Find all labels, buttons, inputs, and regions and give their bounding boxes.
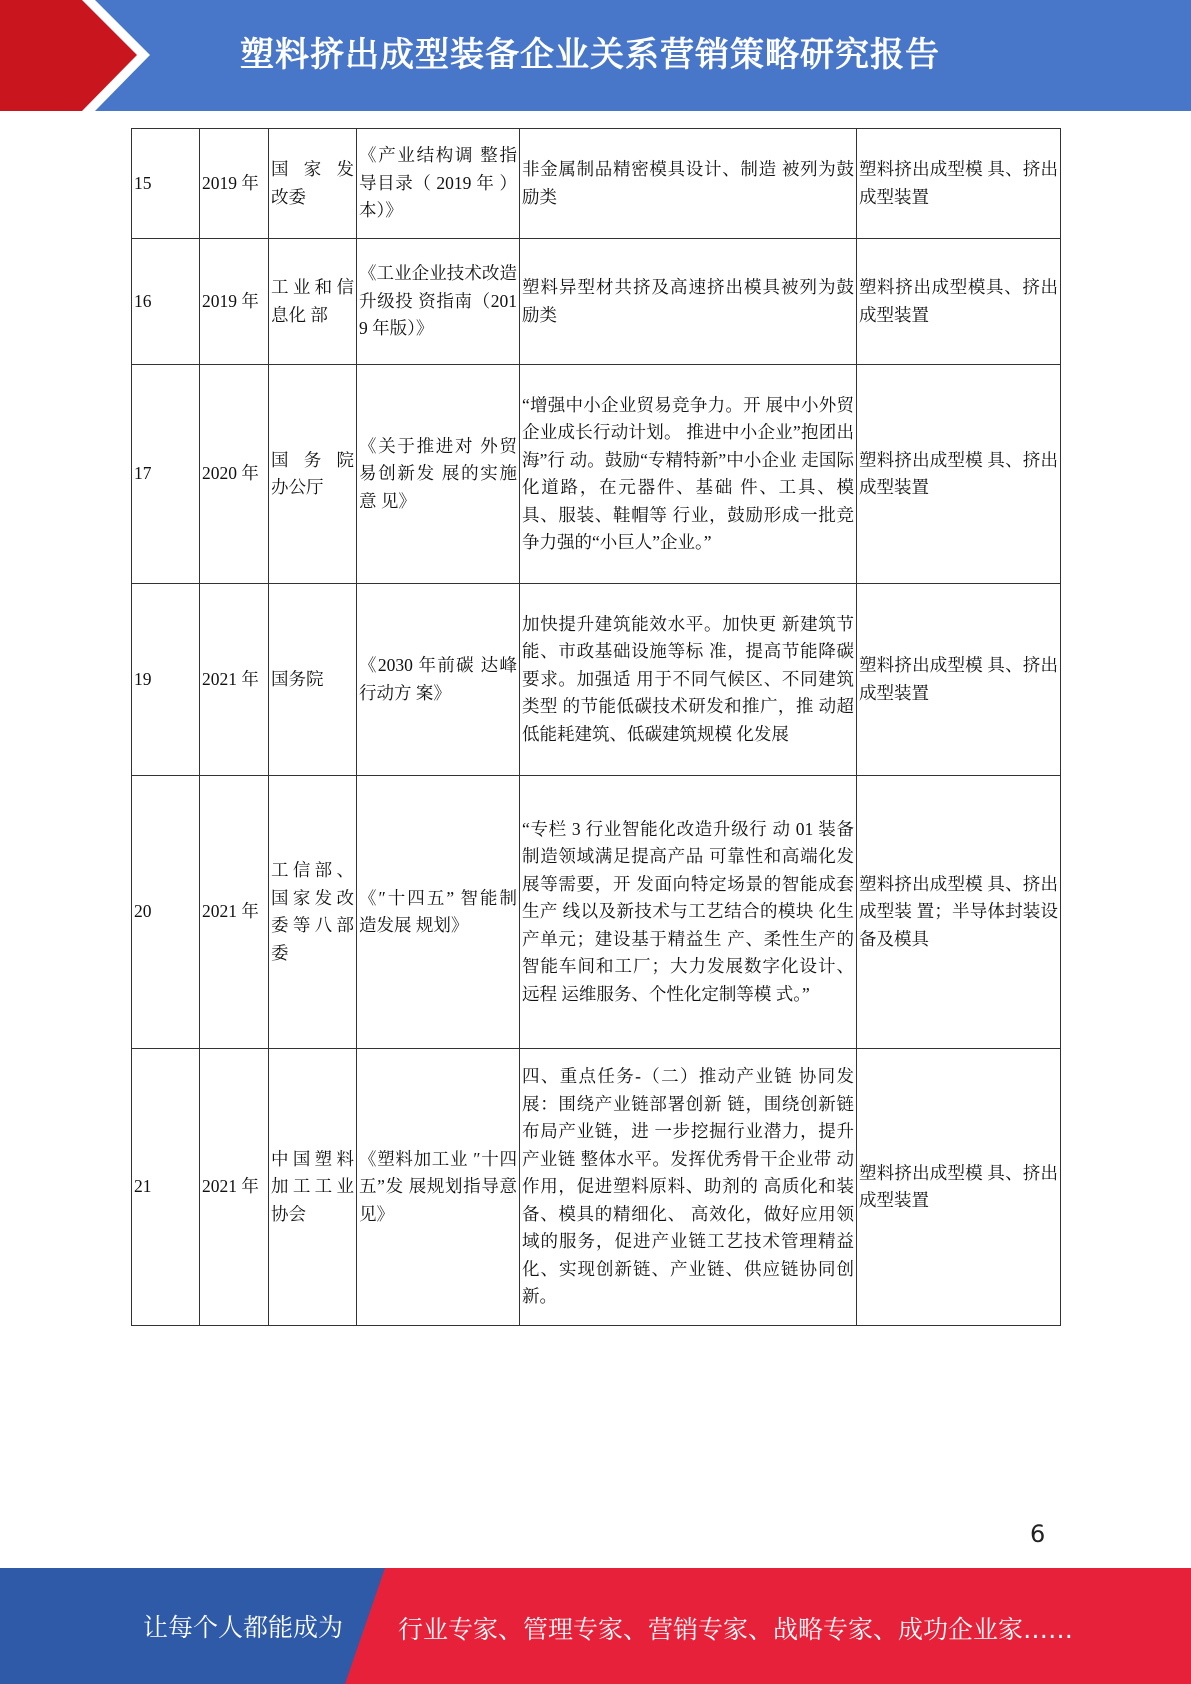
table-row [132, 239, 1061, 365]
row-document: 《工业企业技术改造升级投 资指南（2019 年版）》 [357, 239, 520, 365]
report-title: 塑料挤出成型装备企业关系营销策略研究报告 [240, 35, 940, 75]
row-product: 塑料挤出成型模 具、挤出成型装 置；半导体封装设 备及模具 [857, 776, 1061, 1049]
row-content: 塑料异型材共挤及高速挤出模具被列为鼓励类 [520, 239, 857, 365]
row-document: 《关于推进对 外贸易创新发 展的实施意 见》 [357, 365, 520, 584]
row-product: 塑料挤出成型模 具、挤出成型装置 [857, 129, 1061, 239]
row-department: 国 务 院 办公厅 [269, 365, 357, 584]
row-year: 2021 年 [200, 776, 269, 1049]
row-year: 2019 年 [200, 129, 269, 239]
row-product: 塑料挤出成型模 具、挤出成型装置 [857, 584, 1061, 776]
row-product: 塑料挤出成型模 具、挤出成型装置 [857, 365, 1061, 584]
footer-slogan-right: 行业专家、管理专家、营销专家、战略专家、成功企业家…… [398, 1615, 1074, 1644]
row-content: 非金属制品精密模具设计、制造 被列为鼓励类 [520, 129, 857, 239]
row-year: 2019 年 [200, 239, 269, 365]
footer-slogan-left: 让每个人都能成为 [143, 1613, 344, 1642]
row-number: 17 [132, 365, 200, 584]
row-department: 工信部、国家发改委等八部委 [269, 776, 357, 1049]
page-header [0, 0, 1191, 111]
row-document: 《产业结构调 整指导目录（ 2019 年 ）本）》 [357, 129, 520, 239]
table-row [132, 365, 1061, 584]
row-product: 塑料挤出成型模具、挤出成型装置 [857, 239, 1061, 365]
page-number: 6 [1030, 1520, 1046, 1548]
row-number: 19 [132, 584, 200, 776]
row-content: “专栏 3 行业智能化改造升级行 动 01 装备制造领域满足提高产品 可靠性和高端化发展等需要，开 发面向特定场景的智能成套生产 线以及新技术与工艺结合的模块 化生产单元；建设基于精益生 产、柔性生产的智能车间和工厂；大力发展数字化设计、远程 运维服务、个性化定制等模 式。” [520, 776, 857, 1049]
row-department: 工业和信息化 部 [269, 239, 357, 365]
row-department: 国 家 发 改委 [269, 129, 357, 239]
row-number: 15 [132, 129, 200, 239]
table-row [132, 1049, 1061, 1326]
row-content: 四、重点任务-（二）推动产业链 协同发展：围绕产业链部署创新 链，围绕创新链布局产业链，进 一步挖掘行业潜力，提升产业链 整体水平。发挥优秀骨干企业带 动作用，促进塑料原料、助剂的 高质化和装备、模具的精细化、 高效化，做好应用领域的服务，促进产业链工艺技术管理精益 化、实现创新链、产业链、供应链协同创新。 [520, 1049, 857, 1326]
policy-table [131, 128, 1061, 1326]
row-number: 21 [132, 1049, 200, 1326]
page-footer [0, 1568, 1191, 1684]
row-content: 加快提升建筑能效水平。加快更 新建筑节能、市政基础设施等标 准，提高节能降碳要求。加强适 用于不同气候区、不同建筑类型 的节能低碳技术研发和推广，推 动超低能耗建筑、低碳建筑规模 化发展 [520, 584, 857, 776]
row-department: 中国塑料加工工业协会 [269, 1049, 357, 1326]
row-year: 2021 年 [200, 584, 269, 776]
row-document: 《塑料加工业 ″十四五”发 展规划指导意 见》 [357, 1049, 520, 1326]
table-row [132, 776, 1061, 1049]
row-number: 16 [132, 239, 200, 365]
row-document: 《2030 年前碳 达峰行动方 案》 [357, 584, 520, 776]
table-row [132, 129, 1061, 239]
row-product: 塑料挤出成型模 具、挤出成型装置 [857, 1049, 1061, 1326]
row-year: 2021 年 [200, 1049, 269, 1326]
table-row [132, 584, 1061, 776]
row-number: 20 [132, 776, 200, 1049]
row-year: 2020 年 [200, 365, 269, 584]
row-content: “增强中小企业贸易竞争力。开 展中小外贸企业成长行动计划。 推进中小企业”抱团出海”行 动。鼓励“专精特新”中小企业 走国际化道路，在元器件、基础 件、工具、模具、服装、鞋帽等 行业，鼓励形成一批竞争力强的“小巨人”企业。” [520, 365, 857, 584]
row-department: 国务院 [269, 584, 357, 776]
row-document: 《″十四五” 智能制造发展 规划》 [357, 776, 520, 1049]
